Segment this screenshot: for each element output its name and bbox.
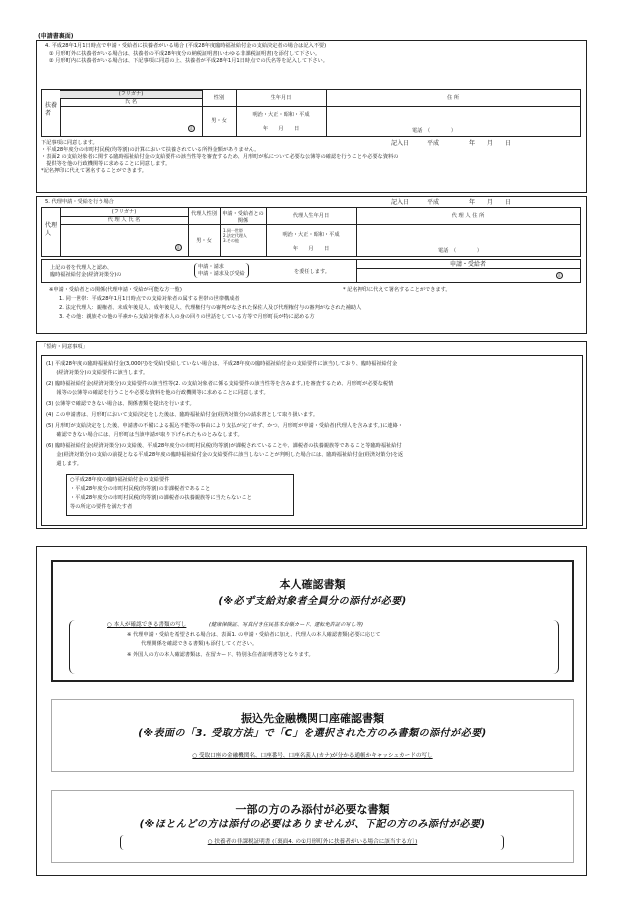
eligibility-box	[66, 474, 294, 516]
id-docs-title: 本人確認書類	[279, 578, 346, 591]
section-4-fill-date[interactable]: 記入日 平成 年 月 日	[391, 140, 512, 147]
section-5-proxy	[36, 196, 587, 334]
eligibility-line: ・平成28年度分の市町村民税(均等割)の課税者の扶養親族等に当たらないこと	[70, 495, 252, 501]
section-4-bullet-1: ・平成28年度分の市町村民税(均等割)の計算において扶養されている所得金額がありません。	[41, 147, 260, 153]
delegation-line-2: 臨時福祉給付金(経済対策分)の	[50, 272, 122, 278]
sign-note: * 記名押印に代えて署名することができます。	[343, 287, 451, 293]
pledge-line: (2) 臨時福祉給付金(経済対策分)の支給要件の該当性等(2. の支給対象者に係る支給要件の該当性等を含みます。)を審査するため、月形町が必要な税情	[46, 381, 394, 387]
partial-docs-box	[51, 790, 574, 863]
delegation-end: を委任します。	[294, 269, 330, 275]
bank-docs-line-1: ○ 受取口座の金融機関名、口座番号、口座名義人(カナ)が分かる通帳かキャッシュカードの写し	[192, 753, 433, 759]
partial-docs-subtitle: (※ほとんどの方は添付の必要はありませんが、下記の方のみ添付が必要)	[139, 819, 486, 830]
pledge-line: 報等の公簿等の確認を行うことや必要な資料を他の行政機関等に求めることに同意します。	[46, 390, 269, 396]
pledge-line: (経済対策分)の支給要件に該当します。	[46, 370, 149, 376]
proxy-table	[41, 207, 581, 257]
dependent-name-header: 氏 名	[124, 99, 138, 105]
section-5-title: 5. 代理申請・受給を行う場合	[45, 199, 114, 205]
pledge-line: 確認できない場合には、月形町は当該申請が取り下げられたものとみなします。	[46, 432, 243, 438]
delegation-options[interactable]: 申請・請求 申請・請求及び受給	[194, 263, 249, 278]
proxy-tel[interactable]: 電話 （ ）	[438, 248, 483, 254]
dependent-era-options[interactable]: 明治・大正・昭和・平成	[252, 112, 310, 118]
dependent-furigana-header: (フリガナ)	[118, 91, 144, 97]
proxy-gender-value[interactable]: 男・女	[196, 238, 212, 244]
dependent-table	[41, 89, 581, 137]
proxy-gender-header: 代理人性別	[191, 211, 217, 217]
relation-2: 2. 法定代理人：親権者、未成年後見人、成年後見人、代理権付与の審判がなされた保佐人及び代理権付与の審判がなされた補助人	[59, 305, 362, 311]
partial-docs-line-1: ○ 扶養者の非課税証明書 (〔裏面4. の①月形町外に扶養者がいる場合に該当する方〕)	[207, 839, 418, 845]
proxy-name-field[interactable]	[62, 226, 172, 254]
id-docs-subtitle: (※必ず支給対象者全員分の添付が必要)	[218, 596, 407, 607]
dependent-address-header: 住 所	[446, 95, 460, 101]
eligibility-line: ○平成28年度の臨時福祉給付金の支給要件	[70, 477, 170, 483]
proxy-address-header: 代 理 人 住 所	[451, 213, 485, 219]
attachments-frame	[36, 546, 587, 876]
seal-mark-icon: 印	[557, 273, 562, 278]
section-4-note-1: ① 月形町外に扶養者がいる場合は、扶養者の平成28年度分の納税証明書(いわゆる非課税証明書)を添付して下さい。	[49, 51, 321, 57]
section-4-bullet-2: ・表面2 の支給対象者に関する臨時福祉給付金の支給要件の該当性等を審査するため、月形町が私について必要な公簿等の確認を行うことや必要な資料の	[41, 154, 399, 160]
bank-docs-subtitle: (※表面の「3. 受取方法」で「C」を選択された方のみ書類の添付が必要)	[138, 728, 487, 739]
proxy-furigana-header: (フリガナ)	[111, 209, 137, 215]
recipient-label: 申請・受給者	[449, 261, 486, 268]
section-5-fill-date[interactable]: 記入日 平成 年 月 日	[391, 199, 512, 206]
section-4-bullet-3: *記名押印に代えて署名することができます。	[41, 168, 147, 174]
pledge-line: 金(経済対策分)の支給の前提となる平成28年度の臨時福祉給付金の支給要件に該当しないことが判明した場合には、臨時福祉給付金(経済対策分)を返	[46, 452, 404, 458]
partial-docs-title: 一部の方のみ添付が必要な書類	[235, 803, 390, 816]
pledge-line: (1) 平成28年度の臨時福祉給付金(3,000円)を受給(受給していない場合は、平成28年度の臨時福祉給付金の支給要件に該当)しており、臨時福祉給付金	[46, 361, 398, 367]
relation-1: 1. 同一世帯：平成28年1月1日時点での支給対象者の属する世帯の世帯構成者	[59, 296, 240, 302]
seal-mark-icon: 印	[189, 126, 194, 131]
pledge-section	[36, 341, 587, 529]
id-docs-line-2: ※ 代理申請・受給を希望される場合は、表面1. の申請・受給者に加え、代理人の本人確認書類(必要に応じて	[127, 632, 381, 638]
delegation-line-1: 上記の者を代理人と認め、	[50, 265, 113, 271]
proxy-relation-header: 申請・受給者との関係	[222, 211, 264, 224]
dependent-tel[interactable]: 電話 （ ）	[412, 128, 457, 134]
seal-mark-icon: 印	[176, 245, 181, 250]
eligibility-line: 等の所定の要件を満たす者	[70, 504, 133, 510]
dependent-birth-header: 生年月日	[270, 95, 292, 101]
relation-3: 3. その他：親族その他の平素から支給対象者本人の身の回りの世話をしている方等で月形町長が特に認める方	[59, 314, 315, 320]
id-docs-line-4: ※ 外国人の方の本人確認書類は、在留カード、特別永住者証明書等となります。	[127, 652, 314, 658]
section-4-agree: 下記事項に同意します。	[41, 140, 98, 146]
dependent-gender-value[interactable]: 男・女	[211, 118, 227, 124]
eligibility-line: ・平成28年度分の市町村民税(均等割)の非課税者であること	[70, 486, 211, 492]
proxy-birth-header: 代理人生年月日	[292, 213, 330, 219]
proxy-era-options[interactable]: 明治・大正・昭和・平成	[282, 232, 340, 238]
pledge-body	[41, 355, 583, 526]
proxy-row-label: 代理人	[45, 222, 58, 238]
section-4-bullet-2b: 提供等を他の行政機関等に求めることに同意します。	[41, 161, 171, 167]
delegation-row	[41, 259, 581, 283]
bank-docs-title: 振込先金融機関口座確認書類	[241, 712, 384, 725]
bank-docs-box	[51, 699, 574, 772]
dependent-name-field[interactable]	[62, 108, 184, 134]
section-4-title: 4. 平成28年1月1日時点で申請・受給者に扶養者がいる場合 (平成28年度臨時福祉給付金の支給決定者の場合は記入不要)	[45, 43, 327, 49]
dependent-gender-header: 性別	[213, 95, 225, 101]
back-page-title: (申請書裏面)	[38, 33, 74, 40]
section-4-dependent	[36, 40, 587, 193]
pledge-line: (4) この申請書は、月形町において支給決定をした後は、臨時福祉給付金(経済対策分)の請求書として取り扱います。	[46, 412, 319, 418]
id-docs-box	[51, 560, 574, 682]
pledge-line: 還します。	[46, 461, 82, 467]
id-docs-line-3: 代理関係を確認できる書類)も添付してください。	[141, 641, 258, 647]
pledge-title: 「誓約・同意事項」	[41, 344, 88, 350]
dependent-row-label: 扶養者	[45, 102, 58, 118]
dependent-birth-ymd[interactable]: 年 月 日	[262, 126, 300, 132]
proxy-relation-options[interactable]: 1.同一世帯 2.法定代理人 3.その他	[223, 228, 247, 244]
id-docs-line-1b: (健康保険証、写真付き住民基本台帳カード、運転免許証の写し等)	[209, 622, 364, 628]
relation-note: ※申請・受給者との関係(代理申請・受給が可能な方一覧)	[49, 287, 182, 293]
id-docs-line-1a: ○ 本人が確認できる書類の写し	[107, 622, 187, 628]
proxy-birth-ymd[interactable]: 年 月 日	[292, 246, 330, 252]
pledge-line: (5) 月形町が支給決定をした後、申請書の不備による振込不能等の事由により支払が完了せず、かつ、月形町が申請・受給者(代理人を含みます。)に連絡・	[46, 423, 403, 429]
pledge-line: (3) 公簿等で確認できない場合は、関係書類を提出を行います。	[46, 401, 195, 407]
proxy-name-header: 代 理 人 氏 名	[107, 217, 141, 223]
pledge-line: (6) 臨時福祉給付金(経済対策分)の支給後、平成28年度分の市町村民税(均等割)が課税されていることや、課税者の扶養親族等であること等臨時福祉給付	[46, 443, 402, 449]
section-4-note-2: ② 月形町内に扶養者がいる場合は、下記事項に同意の上、扶養者が平成28年1月1日時点での氏名等を記入して下さい。	[49, 58, 328, 64]
